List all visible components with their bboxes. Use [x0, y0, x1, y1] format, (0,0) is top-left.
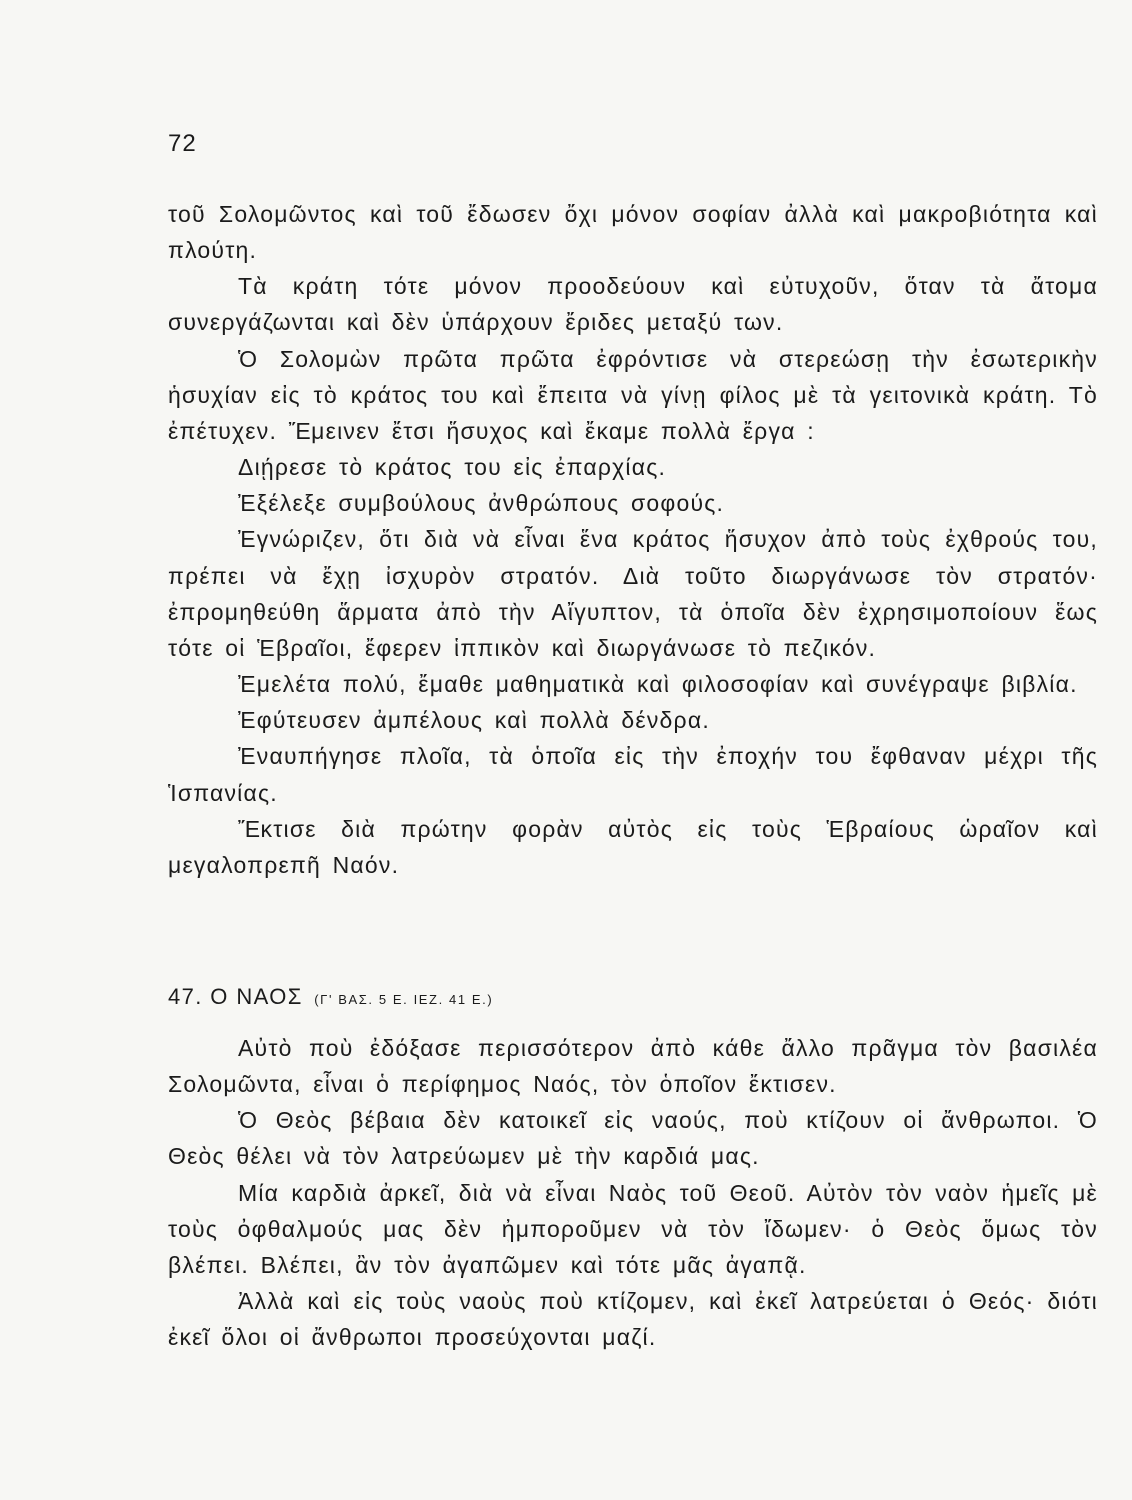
paragraph: Ὁ Σολομὼν πρῶτα πρῶτα ἐφρόντισε νὰ στερεώσῃ τὴν ἐσωτερικὴν ἡσυχίαν εἰς τὸ κράτος του καὶ ἔπειτα νὰ γίνῃ φίλος μὲ τὰ γειτονικὰ κράτη. Τὸ ἐπέτυχεν. Ἔμεινεν ἔτσι ἥσυχος καὶ ἔκαμε πολλὰ ἔργα : — [168, 345, 1098, 444]
section-reference: (Γ' ΒΑΣ. 5 Ε. ΙΕΖ. 41 Ε.) — [314, 992, 494, 1007]
paragraph: Ἐφύτευσεν ἀμπέλους καὶ πολλὰ δένδρα. — [238, 707, 710, 734]
paragraph: Ἐναυπήγησε πλοῖα, τὰ ὁποῖα εἰς τὴν ἐποχήν του ἔφθαναν μέχρι τῆς Ἱσπανίας. — [168, 743, 1098, 806]
text-block-temple — [168, 1030, 1098, 1355]
paragraph: Ἀλλὰ καὶ εἰς τοὺς ναοὺς ποὺ κτίζομεν, καὶ ἐκεῖ λατρεύεται ὁ Θεός· διότι ἐκεῖ ὅλοι οἱ ἄνθρωποι προσεύχονται μαζί. — [168, 1288, 1098, 1351]
section-title: 47. Ο ΝΑΟΣ — [168, 984, 303, 1009]
page-number: 72 — [168, 130, 197, 157]
paragraph: Ἐγνώριζεν, ὅτι διὰ νὰ εἶναι ἕνα κράτος ἥσυχον ἀπὸ τοὺς ἐχθρούς του, πρέπει νὰ ἔχῃ ἰσχυρὸν στρατόν. Διὰ τοῦτο διωργάνωσε τὸν στρατόν· ἐπρομηθεύθη ἅρματα ἀπὸ τὴν Αἴγυπτον, τὰ ὁποῖα δὲν ἐχρησιμοποίουν ἕως τότε οἱ Ἑβραῖοι, ἔφερεν ἱππικὸν καὶ διωργάνωσε τὸ πεζικόν. — [168, 526, 1098, 661]
paragraph: Ὁ Θεὸς βέβαια δὲν κατοικεῖ εἰς ναούς, ποὺ κτίζουν οἱ ἄνθρωποι. Ὁ Θεὸς θέλει νὰ τὸν λατρεύωμεν μὲ τὴν καρδιά μας. — [168, 1107, 1098, 1170]
text-block-solomon-works — [168, 196, 1098, 883]
paragraph: Τὰ κράτη τότε μόνον προοδεύουν καὶ εὐτυχοῦν, ὅταν τὰ ἄτομα συνεργάζωνται καὶ δὲν ὑπάρχουν ἔριδες μεταξύ των. — [168, 273, 1098, 336]
paragraph: Ἐξέλεξε συμβούλους ἀνθρώπους σοφούς. — [238, 490, 725, 517]
paragraph: τοῦ Σολομῶντος καὶ τοῦ ἔδωσεν ὄχι μόνον σοφίαν ἀλλὰ καὶ μακροβιότητα καὶ πλούτη. — [168, 201, 1098, 264]
paragraph: Διῄρεσε τὸ κράτος του εἰς ἐπαρχίας. — [238, 454, 667, 481]
paragraph: Ἔκτισε διὰ πρώτην φορὰν αὐτὸς εἰς τοὺς Ἑβραίους ὡραῖον καὶ μεγαλοπρεπῆ Ναόν. — [168, 815, 1098, 878]
section-heading — [168, 983, 493, 1014]
paragraph: Μία καρδιὰ ἀρκεῖ, διὰ νὰ εἶναι Ναὸς τοῦ Θεοῦ. Αὐτὸν τὸν ναὸν ἡμεῖς μὲ τοὺς ὀφθαλμούς μας δὲν ἠμποροῦμεν νὰ τὸν ἴδωμεν· ὁ Θεὸς ὅμως τὸν βλέπει. Βλέπει, ἂν τὸν ἀγαπῶμεν καὶ τότε μᾶς ἀγαπᾷ. — [168, 1179, 1098, 1278]
paragraph: Ἐμελέτα πολύ, ἔμαθε μαθηματικὰ καὶ φιλοσοφίαν καὶ συνέγραψε βιβλία. — [238, 671, 1078, 698]
paragraph: Αὐτὸ ποὺ ἐδόξασε περισσότερον ἀπὸ κάθε ἄλλο πρᾶγμα τὸν βασιλέα Σολομῶντα, εἶναι ὁ περίφημος Ναός, τὸν ὁποῖον ἔκτισεν. — [168, 1035, 1098, 1098]
